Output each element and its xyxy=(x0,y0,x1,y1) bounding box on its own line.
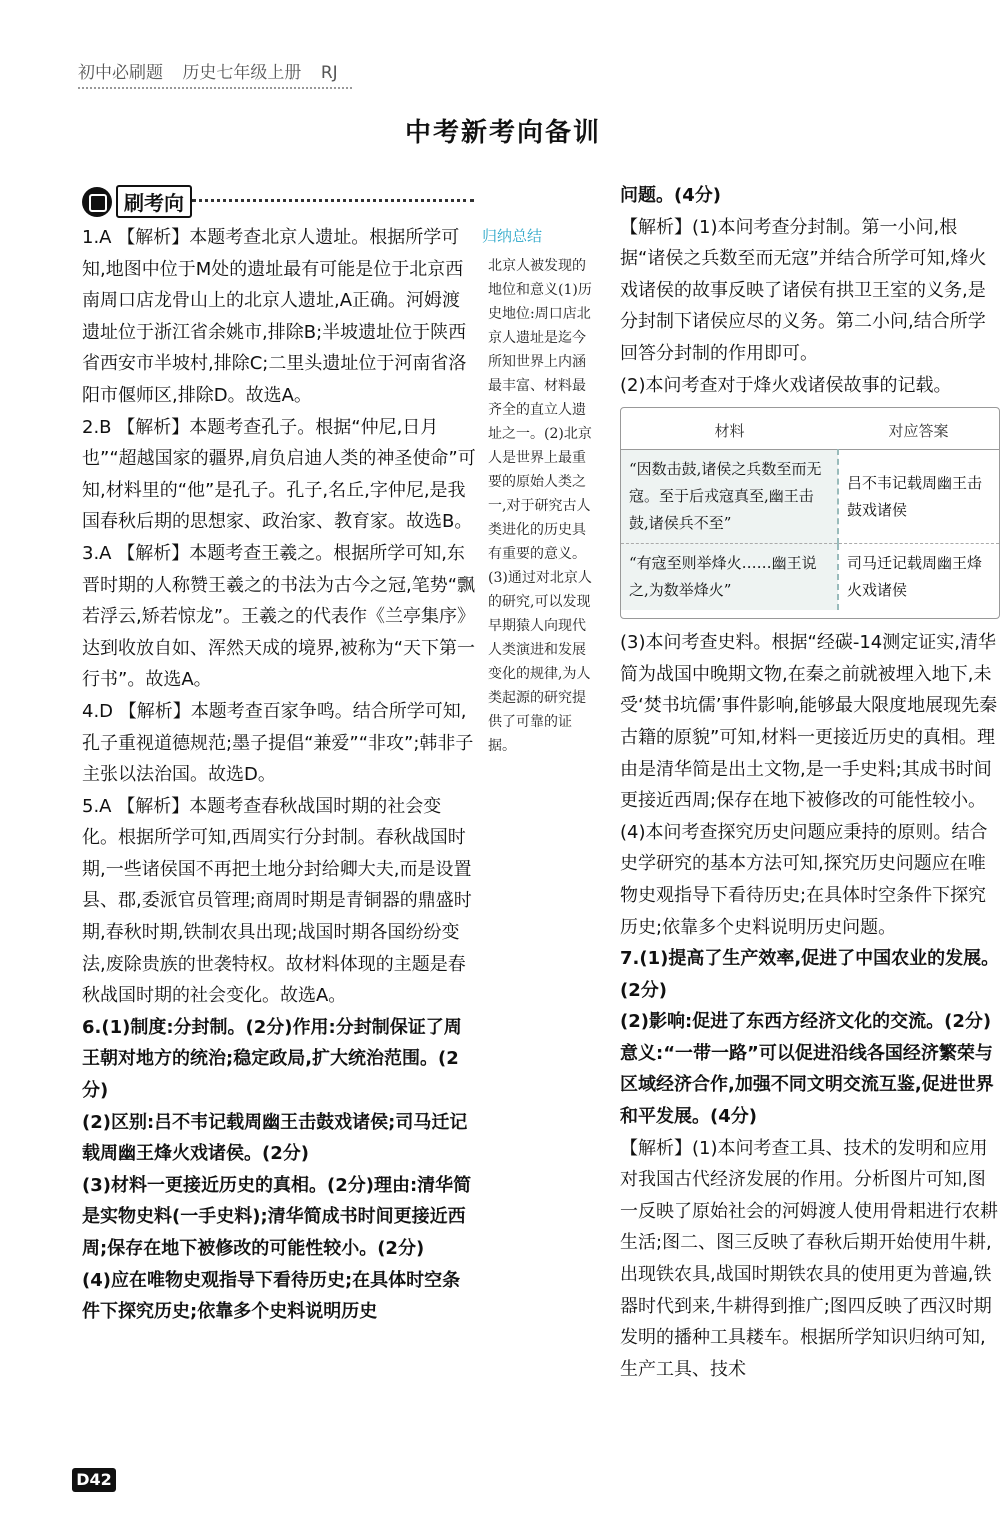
analysis-6-3: (3)本问考查史料。根据“经碳-14测定证实,清华简为战国中晚期文物,在秦之前就被埋入地下,未受‘焚书坑儒’事件影响,能够最大限度地展现先秦古籍的原貌”可知,材料一更接近历史的真相。理由是清华简是出土文物,是一手史料;其成书时间更接近西周;保存在地下被修改的可能性较小。 xyxy=(620,632,998,812)
analysis-7: 【解析】(1)本问考查工具、技术的发明和应用对我国古代经济发展的作用。分析图片可知,图一反映了原始社会的河姆渡人使用骨耜进行农耕生活;图二、图三反映了春秋后期开始使用牛耕,出现铁农具,战国时期铁农具的使用更为普遍,铁器时代到来,牛耕得到推广;图四反映了西汉时期发明的播种工具耧车。根据所学知识归纳可知,生产工具、技术 xyxy=(620,1137,998,1380)
answer-7-part2: (2)影响:促进了东西方经济文化的交流。(2分)意义:“一带一路”可以促进沿线各国经济繁荣与区域经济合作,加强不同文明交流互鉴,促进世界和平发展。(4分) xyxy=(620,1011,994,1128)
material-table xyxy=(620,407,1000,619)
table-header-material: 材料 xyxy=(621,414,838,450)
answer-7-part1: 7.(1)提高了生产效率,促进了中国农业的发展。(2分) xyxy=(620,948,1000,1001)
left-column xyxy=(82,222,476,1328)
subject-name: 历史七年级上册 xyxy=(182,63,302,83)
table-cell: 吕不韦记载周幽王击鼓戏诸侯 xyxy=(838,450,999,544)
section-label: 刷考向 xyxy=(116,185,192,218)
analysis-6-4: (4)本问考查探究历史问题应秉持的原则。结合史学研究的基本方法可知,探究历史问题应在唯物史观指导下看待历史;在具体时空条件下探究历史;依靠多个史料说明历史问题。 xyxy=(620,821,988,938)
running-header xyxy=(78,58,352,89)
edition: RJ xyxy=(320,63,338,83)
answer-1: 1.A 【解析】本题考查北京人遗址。根据所学可知,地图中位于M处的遗址最有可能是位于北京西南周口店龙骨山上的北京人遗址,A正确。河姆渡遗址位于浙江省余姚市,排除B;半坡遗址位于陕西省西安市半坡村,排除C;二里头遗址位于河南省洛阳市偃师区,排除D。故选A。 xyxy=(82,227,467,406)
tip-label: 归纳总结 xyxy=(482,227,543,245)
answer-4: 4.D 【解析】本题考查百家争鸣。结合所学可知,孔子重视道德规范;墨子提倡“兼爱”“非攻”;韩非子主张以法治国。故选D。 xyxy=(82,700,474,786)
answer-6-part3: (3)材料一更接近历史的真相。(2分)理由:清华简是实物史料(一手史料);清华简成书时间更接近西周;保存在地下被修改的可能性较小。(2分) xyxy=(82,1174,472,1259)
table-cell: “有寇至则举烽火……幽王说之,为数举烽火” xyxy=(621,544,838,611)
answer-6-part4: (4)应在唯物史观指导下看待历史;在具体时空条件下探究历史;依靠多个史料说明历史 xyxy=(82,1269,461,1323)
section-heading xyxy=(82,185,474,213)
answer-5: 5.A 【解析】本题考查春秋战国时期的社会变化。根据所学可知,西周实行分封制。春秋战国时期,一些诸侯国不再把土地分封给卿大夫,而是设置县、郡,委派官员管理;商周时期是青铜器的鼎盛时期,春秋时期,铁制农具出现;战国时期各国纷纷变法,废除贵族的世袭特权。故材料体现的主题是春秋战国时期的社会变化。故选A。 xyxy=(82,795,472,1007)
analysis-6-1: 【解析】(1)本问考查分封制。第一小问,根据“诸侯之兵数至而无寇”并结合所学可知,烽火戏诸侯的故事反映了诸侯有拱卫王室的义务,是分封制下诸侯应尽的义务。第二小问,结合所学回答分封制的作用即可。 xyxy=(620,216,987,364)
table-row xyxy=(621,544,999,611)
dotted-divider xyxy=(192,199,474,202)
table-cell: 司马迁记载周幽王烽火戏诸侯 xyxy=(847,554,983,600)
answer-3: 3.A 【解析】本题考查王羲之。根据所学可知,东晋时期的人称赞王羲之的书法为古今之冠,笔势“飘若浮云,矫若惊龙”。王羲之的代表作《兰亭集序》达到收放自如、浑然天成的境界,被称为“天下第一行书”。故选A。 xyxy=(82,542,476,691)
side-note-text: 北京人被发现的地位和意义(1)历史地位:周口店北京人遗址是迄今所知世界上内涵最丰富、材料最齐全的直立人遗址之一。(2)北京人是世界上最重要的原始人类之一,对于研究古人类进化的历史具有重要的意义。(3)通过对北京人的研究,可以发现早期猿人向现代人类演进和发展变化的规律,为人类起源的研究提供了可靠的证据。 xyxy=(488,258,592,754)
answer-6-part2: (2)区别:吕不韦记载周幽王击鼓戏诸侯;司马迁记载周幽王烽火戏诸侯。(2分) xyxy=(82,1111,468,1165)
page-title: 中考新考向备训 xyxy=(404,118,601,148)
answer-6-part1: 6.(1)制度:分封制。(2分)作用:分封制保证了周王朝对地方的统治;稳定政局,扩大统治范围。(2分) xyxy=(82,1016,462,1102)
answer-6-cont: 问题。(4分) xyxy=(620,185,721,206)
book-icon xyxy=(82,187,112,217)
analysis-6-2: (2)本问考查对于烽火戏诸侯故事的记载。 xyxy=(620,374,952,396)
book-name: 初中必刷题 xyxy=(78,63,163,83)
side-note xyxy=(482,227,592,758)
table-row xyxy=(621,450,999,544)
page-number: D42 xyxy=(72,1468,116,1492)
table-cell: “因数击鼓,诸侯之兵数至而无寇。至于后戎寇真至,幽王击鼓,诸侯兵不至” xyxy=(621,450,838,544)
table-header-answer: 对应答案 xyxy=(838,414,999,450)
right-column xyxy=(620,180,1002,1385)
answer-2: 2.B 【解析】本题考查孔子。根据“仲尼,日月也”“超越国家的疆界,肩负启迪人类的神圣使命”可知,材料里的“他”是孔子。孔子,名丘,字仲尼,是我国春秋后期的思想家、政治家、教育家。故选B。 xyxy=(82,416,476,533)
